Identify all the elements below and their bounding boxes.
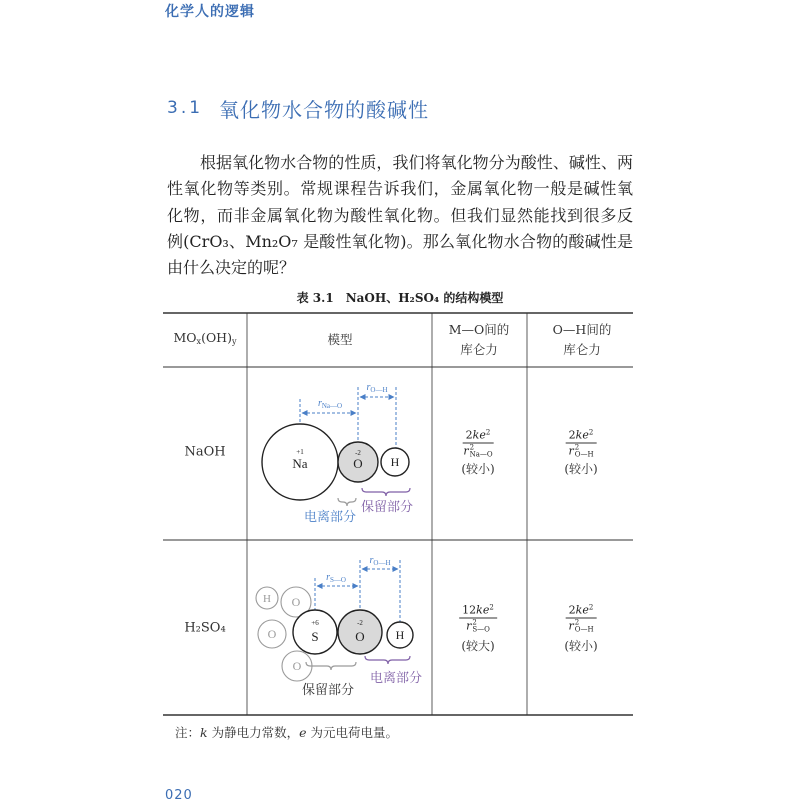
naoh-mo-force-fraction — [463, 430, 494, 459]
fraction-numerator: $12ke^2$ — [459, 605, 497, 619]
sulfur-charge: +6 — [311, 619, 319, 627]
naoh-mo-force-comment: (较小) — [461, 462, 495, 476]
h2so4-left-brace-label: 保留部分 — [301, 683, 355, 698]
section-heading — [167, 95, 429, 121]
faded-oxygen-symbol-bottom: O — [292, 659, 302, 673]
row-compound-naoh: NaOH — [184, 444, 226, 460]
h2so4-model — [256, 555, 422, 698]
naoh-oh-force-fraction — [566, 430, 597, 459]
formula-sub-y: y — [231, 337, 237, 346]
fraction-denominator: r 2 Na—O — [463, 443, 493, 459]
header-model: 模型 — [327, 332, 353, 347]
fraction-denominator: r 2 O—H — [568, 618, 594, 634]
paragraph-line: 例(CrO₃、Mn₂O₇ 是酸性氧化物)。那么氧化物水合物的酸碱性是 — [167, 231, 633, 251]
naoh-model — [262, 382, 413, 525]
section-number: 3.1 — [167, 98, 204, 118]
sulfur-symbol: S — [311, 629, 319, 644]
faded-oxygen-symbol-left: O — [267, 627, 277, 641]
header-oh-force-line2: 库仑力 — [563, 342, 601, 357]
formula-base: MO — [173, 330, 197, 345]
page-number: 020 — [165, 788, 193, 800]
naoh-right-brace — [362, 488, 410, 496]
paragraph-line: 根据氧化物水合物的性质，我们将氧化物分为酸性、碱性、两 — [200, 153, 633, 172]
sodium-charge: +1 — [296, 448, 304, 456]
paragraph-line: 性氧化物等类别。常规课程告诉我们，金属氧化物一般是碱性氧 — [167, 179, 633, 199]
table-note: 注：k 为静电力常数，e 为元电荷电量。 — [175, 725, 398, 740]
fraction-denominator: r 2 O—H — [568, 443, 594, 459]
oxygen-symbol: O — [355, 629, 365, 644]
paragraph-line: 化物，而非金属氧化物为酸性氧化物。但我们显然能找到很多反 — [167, 205, 633, 225]
paragraph-line: 由什么决定的呢？ — [167, 258, 296, 278]
fraction-numerator: $2ke^2$ — [566, 430, 597, 444]
h2so4-right-brace — [365, 656, 410, 664]
fraction-numerator: $2ke^2$ — [566, 605, 597, 619]
header-mo-force-line1: M—O间的 — [448, 322, 510, 337]
h2so4-oh-force-comment: (较小) — [564, 639, 598, 653]
naoh-oh-force-comment: (较小) — [564, 462, 598, 476]
faded-oxygen-symbol-top: O — [291, 595, 301, 609]
formula-group: (OH) — [201, 330, 232, 345]
oxygen-charge: -2 — [355, 449, 361, 457]
oxygen-charge: -2 — [357, 619, 363, 627]
h2so4-r-o-h-label: $r_{O—H}$ — [369, 555, 391, 567]
naoh-r-o-h-label: $r_{O—H}$ — [366, 382, 388, 394]
h2so4-oh-force-fraction — [566, 605, 597, 634]
h2so4-right-brace-label: 电离部分 — [369, 671, 423, 686]
h2so4-left-brace — [306, 662, 356, 670]
header-mo-force-line2: 库仑力 — [460, 342, 498, 357]
table-caption-label: 表 3.1 — [296, 291, 334, 305]
header-oh-force-line1: O—H间的 — [552, 322, 612, 337]
fraction-numerator: $2ke^2$ — [463, 430, 494, 444]
h2so4-mo-force-comment: (较大) — [461, 639, 495, 653]
oxygen-symbol: O — [353, 456, 363, 471]
naoh-r-na-o-label: $r_{Na—O}$ — [317, 398, 343, 410]
fraction-denominator: r 2 S—O — [466, 618, 490, 634]
hydrogen-symbol: H — [390, 455, 400, 469]
formula-sub-x: x — [196, 337, 202, 346]
running-header: 化学人的逻辑 — [165, 4, 255, 20]
hydrogen-symbol: H — [395, 628, 405, 642]
faded-hydrogen-symbol: H — [263, 593, 271, 605]
header-formula — [174, 331, 237, 349]
sodium-symbol: Na — [292, 456, 308, 471]
h2so4-r-s-o-label: $r_{S—O}$ — [326, 572, 346, 584]
body-paragraph — [167, 150, 633, 281]
h2so4-mo-force-fraction — [459, 605, 497, 634]
row-compound-h2so4: H₂SO₄ — [184, 620, 226, 636]
naoh-left-brace-label: 电离部分 — [303, 510, 357, 525]
section-title: 氧化物水合物的酸碱性 — [219, 97, 430, 122]
table-caption-text: NaOH、H₂SO₄ 的结构模型 — [345, 291, 504, 305]
naoh-left-brace — [338, 498, 356, 506]
naoh-right-brace-label: 保留部分 — [360, 500, 414, 515]
table-caption — [297, 291, 504, 305]
